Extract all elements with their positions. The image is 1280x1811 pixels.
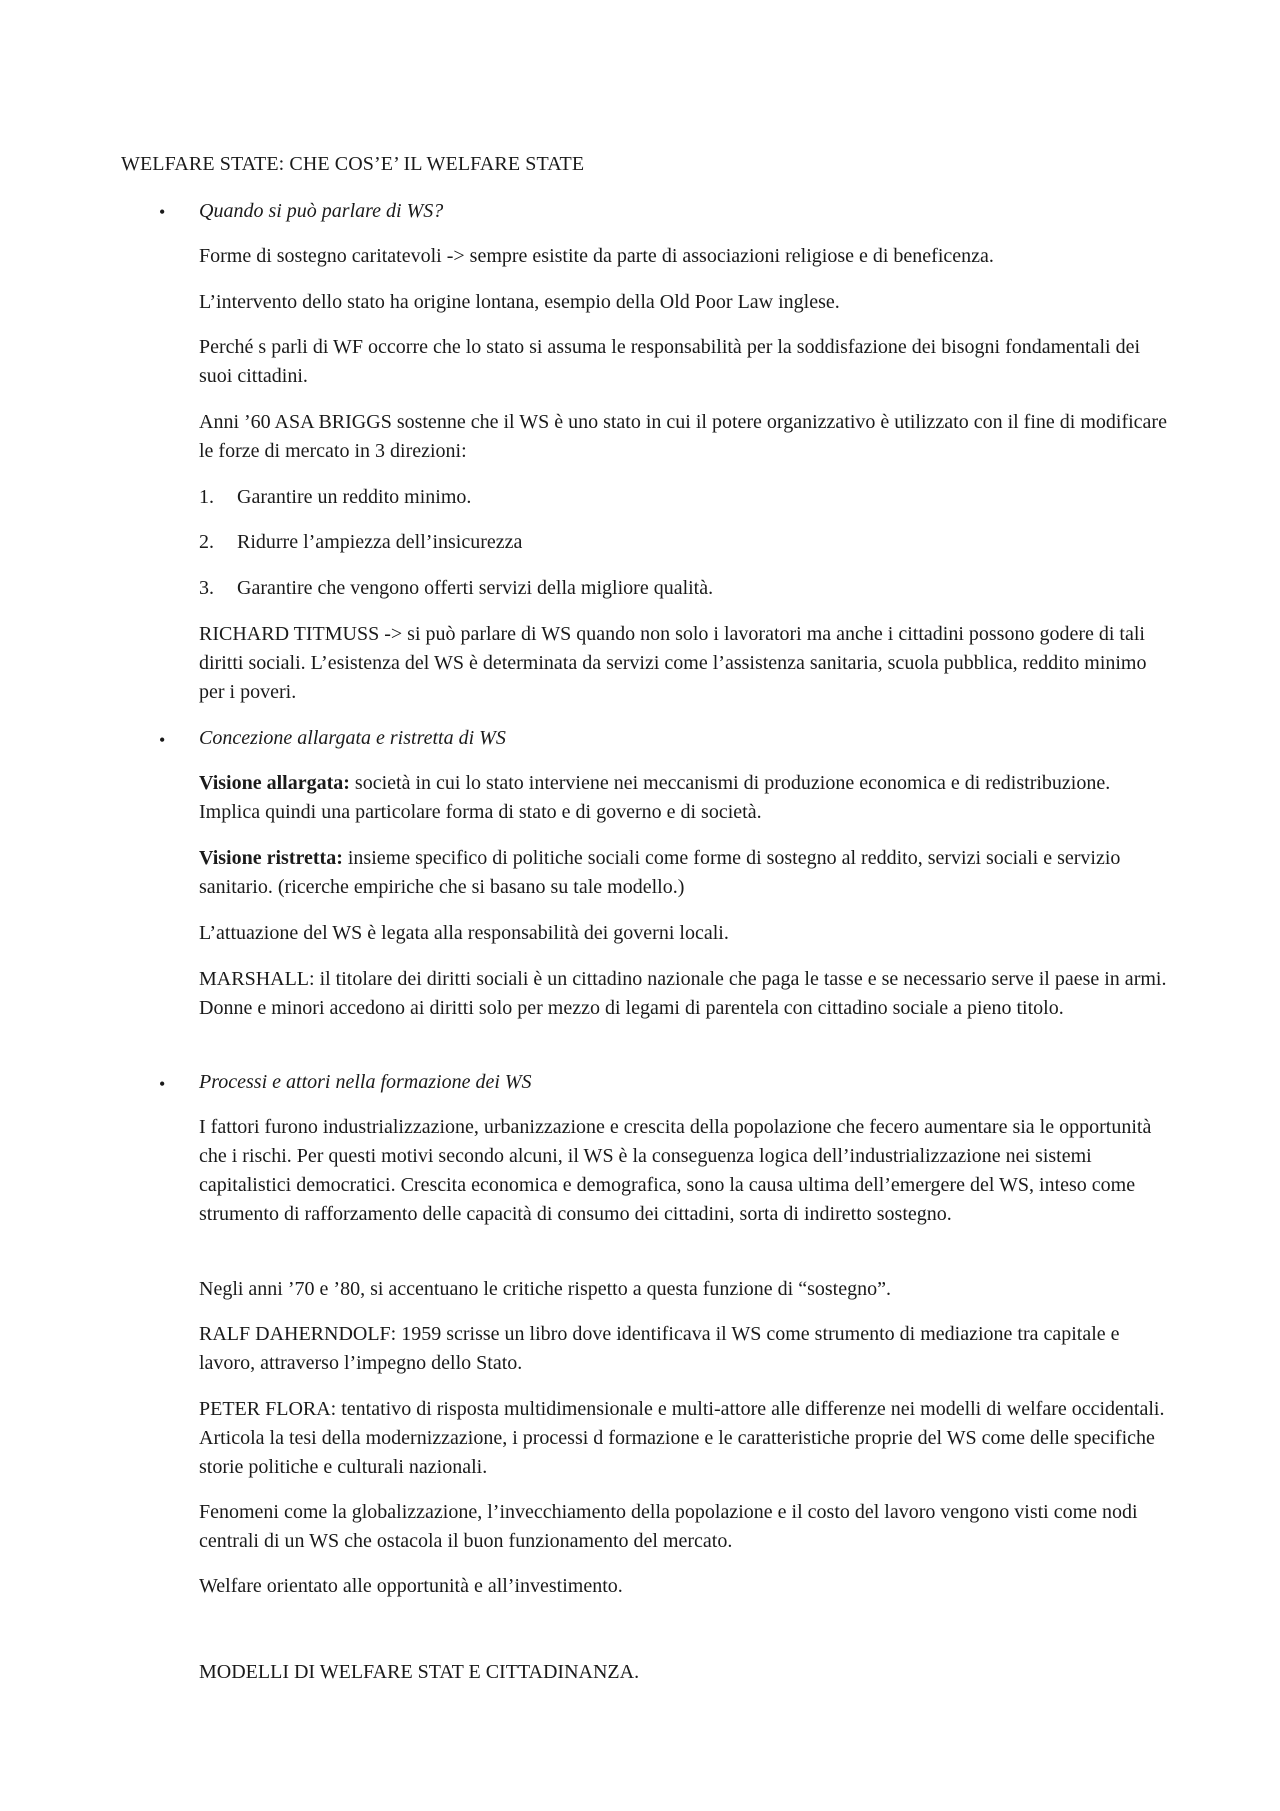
paragraph: RALF DAHERNDOLF: 1959 scrisse un libro dove identificava il WS come strumento di mediazione tra capitale e lavoro, attraverso l’impegno dello Stato. <box>199 1323 1120 1374</box>
paragraph: Negli anni ’70 e ’80, si accentuano le critiche rispetto a questa funzione di “sostegno”. <box>199 1278 891 1300</box>
paragraph-visione-ristretta <box>199 844 1169 902</box>
visione-allargata-label: Visione allargata: <box>199 772 350 794</box>
paragraph: Anni ’60 ASA BRIGGS sostenne che il WS è uno stato in cui il potere organizzativo è utilizzato con il fine di modificare le forze di mercato in 3 direzioni: <box>199 411 1167 462</box>
paragraph: Perché s parli di WF occorre che lo stato si assuma le responsabilità per la soddisfazione dei bisogni fondamentali dei suoi cittadini. <box>199 336 1141 387</box>
paragraph: L’attuazione del WS è legata alla responsabilità dei governi locali. <box>199 922 729 944</box>
paragraph: L’intervento dello stato ha origine lontana, esempio della Old Poor Law inglese. <box>199 291 840 313</box>
section-heading-2: Concezione allargata e ristretta di WS <box>199 727 506 749</box>
section-heading-1: Quando si può parlare di WS? <box>199 200 444 222</box>
paragraph: Fenomeni come la globalizzazione, l’invecchiamento della popolazione e il costo del lavoro vengono visti come nodi centrali di un WS che ostacola il buon funzionamento del mercato. <box>199 1501 1138 1552</box>
document-title: WELFARE STATE: CHE COS’E’ IL WELFARE STATE <box>121 153 585 175</box>
bullet-1: • <box>159 202 166 222</box>
list-item-1: Garantire un reddito minimo. <box>237 486 472 508</box>
paragraph: Forme di sostegno caritatevoli -> sempre esistite da parte di associazioni religiose e di beneficenza. <box>199 245 994 267</box>
paragraph: Welfare orientato alle opportunità e all’investimento. <box>199 1575 623 1597</box>
visione-ristretta-label: Visione ristretta: <box>199 847 343 869</box>
list-number-2: 2. <box>199 531 214 553</box>
section-heading-3: Processi e attori nella formazione dei WS <box>199 1071 532 1093</box>
list-number-3: 3. <box>199 577 214 599</box>
paragraph: RICHARD TITMUSS -> si può parlare di WS quando non solo i lavoratori ma anche i cittadini possono godere di tali diritti sociali. L’esistenza del WS è determinata da servizi come l’assistenza sanitaria, scuola pubblica, reddito minimo per i poveri. <box>199 623 1147 703</box>
bullet-2: • <box>159 730 166 750</box>
paragraph: I fattori furono industrializzazione, urbanizzazione e crescita della popolazione che fecero aumentare sia le opportunità che i rischi. Per questi motivi secondo alcuni, il WS è la conseguenza logica dell’industrializzazione nei sistemi capitalistici democratici. Crescita economica e demografica, sono la causa ultima dell’emergere del WS, inteso come strumento di rafforzamento delle capacità di consumo dei cittadini, sorta di indiretto sostegno. <box>199 1116 1152 1225</box>
list-item-3: Garantire che vengono offerti servizi della migliore qualità. <box>237 577 714 599</box>
bullet-3: • <box>159 1074 166 1094</box>
paragraph: PETER FLORA: tentativo di risposta multidimensionale e multi-attore alle differenze nei modelli di welfare occidentali. Articola la tesi della modernizzazione, i processi d formazione e le caratteristiche proprie del WS come delle specifiche storie politiche e culturali nazionali. <box>199 1398 1165 1478</box>
visione-allargata-text: società in cui lo stato interviene nei meccanismi di produzione economica e di redistribuzione. Implica quindi una particolare forma di stato e di governo e di società. <box>199 772 1111 823</box>
paragraph: MARSHALL: il titolare dei diritti sociali è un cittadino nazionale che paga le tasse e se necessario serve il paese in armi. Donne e minori accedono ai diritti solo per mezzo di legami di parentela con cittadino sociale a pieno titolo. <box>199 968 1167 1019</box>
paragraph-visione-allargata <box>199 769 1169 827</box>
next-section-title: MODELLI DI WELFARE STAT E CITTADINANZA. <box>199 1661 640 1683</box>
list-number-1: 1. <box>199 486 214 508</box>
list-item-2: Ridurre l’ampiezza dell’insicurezza <box>237 531 523 553</box>
visione-ristretta-text: insieme specifico di politiche sociali come forme di sostegno al reddito, servizi sociali e servizio sanitario. (ricerche empiriche che si basano su tale modello.) <box>199 847 1121 898</box>
